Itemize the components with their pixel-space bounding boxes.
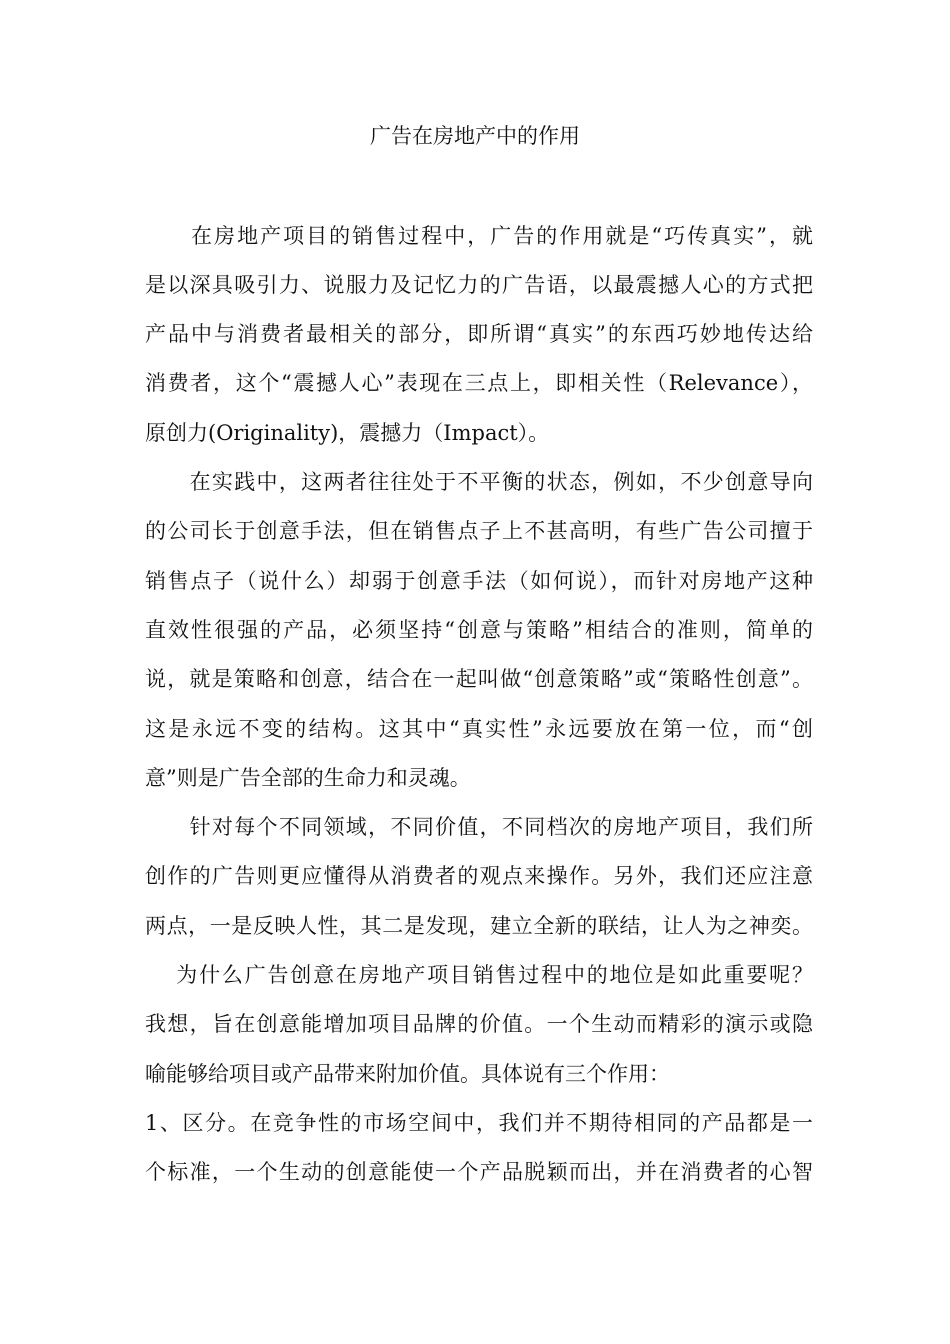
paragraph-line: 产品中与消费者最相关的部分，即所谓“真实”的东西巧妙地传达给 bbox=[145, 322, 813, 346]
paragraph-line: 为什么广告创意在房地产项目销售过程中的地位是如此重要呢？ bbox=[145, 963, 813, 987]
paragraph-line: 个标准，一个生动的创意能使一个产品脱颖而出，并在消费者的心智 bbox=[145, 1160, 813, 1184]
paragraph-line: 是以深具吸引力、说服力及记忆力的广告语，以最震撼人心的方式把 bbox=[145, 273, 813, 297]
paragraph-line: 在实践中，这两者往往处于不平衡的状态，例如，不少创意导向 bbox=[145, 470, 813, 494]
document-title: 广告在房地产中的作用 bbox=[370, 124, 580, 148]
paragraph-line: 意”则是广告全部的生命力和灵魂。 bbox=[145, 766, 471, 790]
paragraph-line: 说，就是策略和创意，结合在一起叫做“创意策略”或“策略性创意”。 bbox=[145, 667, 813, 691]
paragraph-line: 针对每个不同领域，不同价值，不同档次的房地产项目，我们所 bbox=[145, 815, 813, 839]
paragraph-line: 1、区分。在竞争性的市场空间中，我们并不期待相同的产品都是一 bbox=[145, 1111, 813, 1135]
paragraph-line: 创作的广告则更应懂得从消费者的观点来操作。另外，我们还应注意 bbox=[145, 864, 813, 888]
paragraph-line: 原创力(Originality)，震撼力（Impact）。 bbox=[145, 421, 550, 445]
paragraph-line: 销售点子（说什么）却弱于创意手法（如何说），而针对房地产这种 bbox=[145, 569, 813, 593]
paragraph-line: 消费者，这个“震撼人心”表现在三点上，即相关性（Relevance）， bbox=[145, 371, 813, 395]
paragraph-line: 在房地产项目的销售过程中，广告的作用就是“巧传真实”，就 bbox=[145, 224, 813, 248]
paragraph-line: 这是永远不变的结构。这其中“真实性”永远要放在第一位，而“创 bbox=[145, 717, 813, 741]
paragraph-line: 直效性很强的产品，必须坚持“创意与策略”相结合的准则，简单的 bbox=[145, 618, 813, 642]
paragraph-line: 我想，旨在创意能增加项目品牌的价值。一个生动而精彩的演示或隐 bbox=[145, 1012, 813, 1036]
paragraph-line: 喻能够给项目或产品带来附加价值。具体说有三个作用： bbox=[145, 1062, 670, 1086]
paragraph-line: 两点，一是反映人性，其二是发现，建立全新的联结，让人为之神奕。 bbox=[145, 914, 813, 938]
paragraph-line: 的公司长于创意手法，但在销售点子上不甚高明，有些广告公司擅于 bbox=[145, 519, 813, 543]
